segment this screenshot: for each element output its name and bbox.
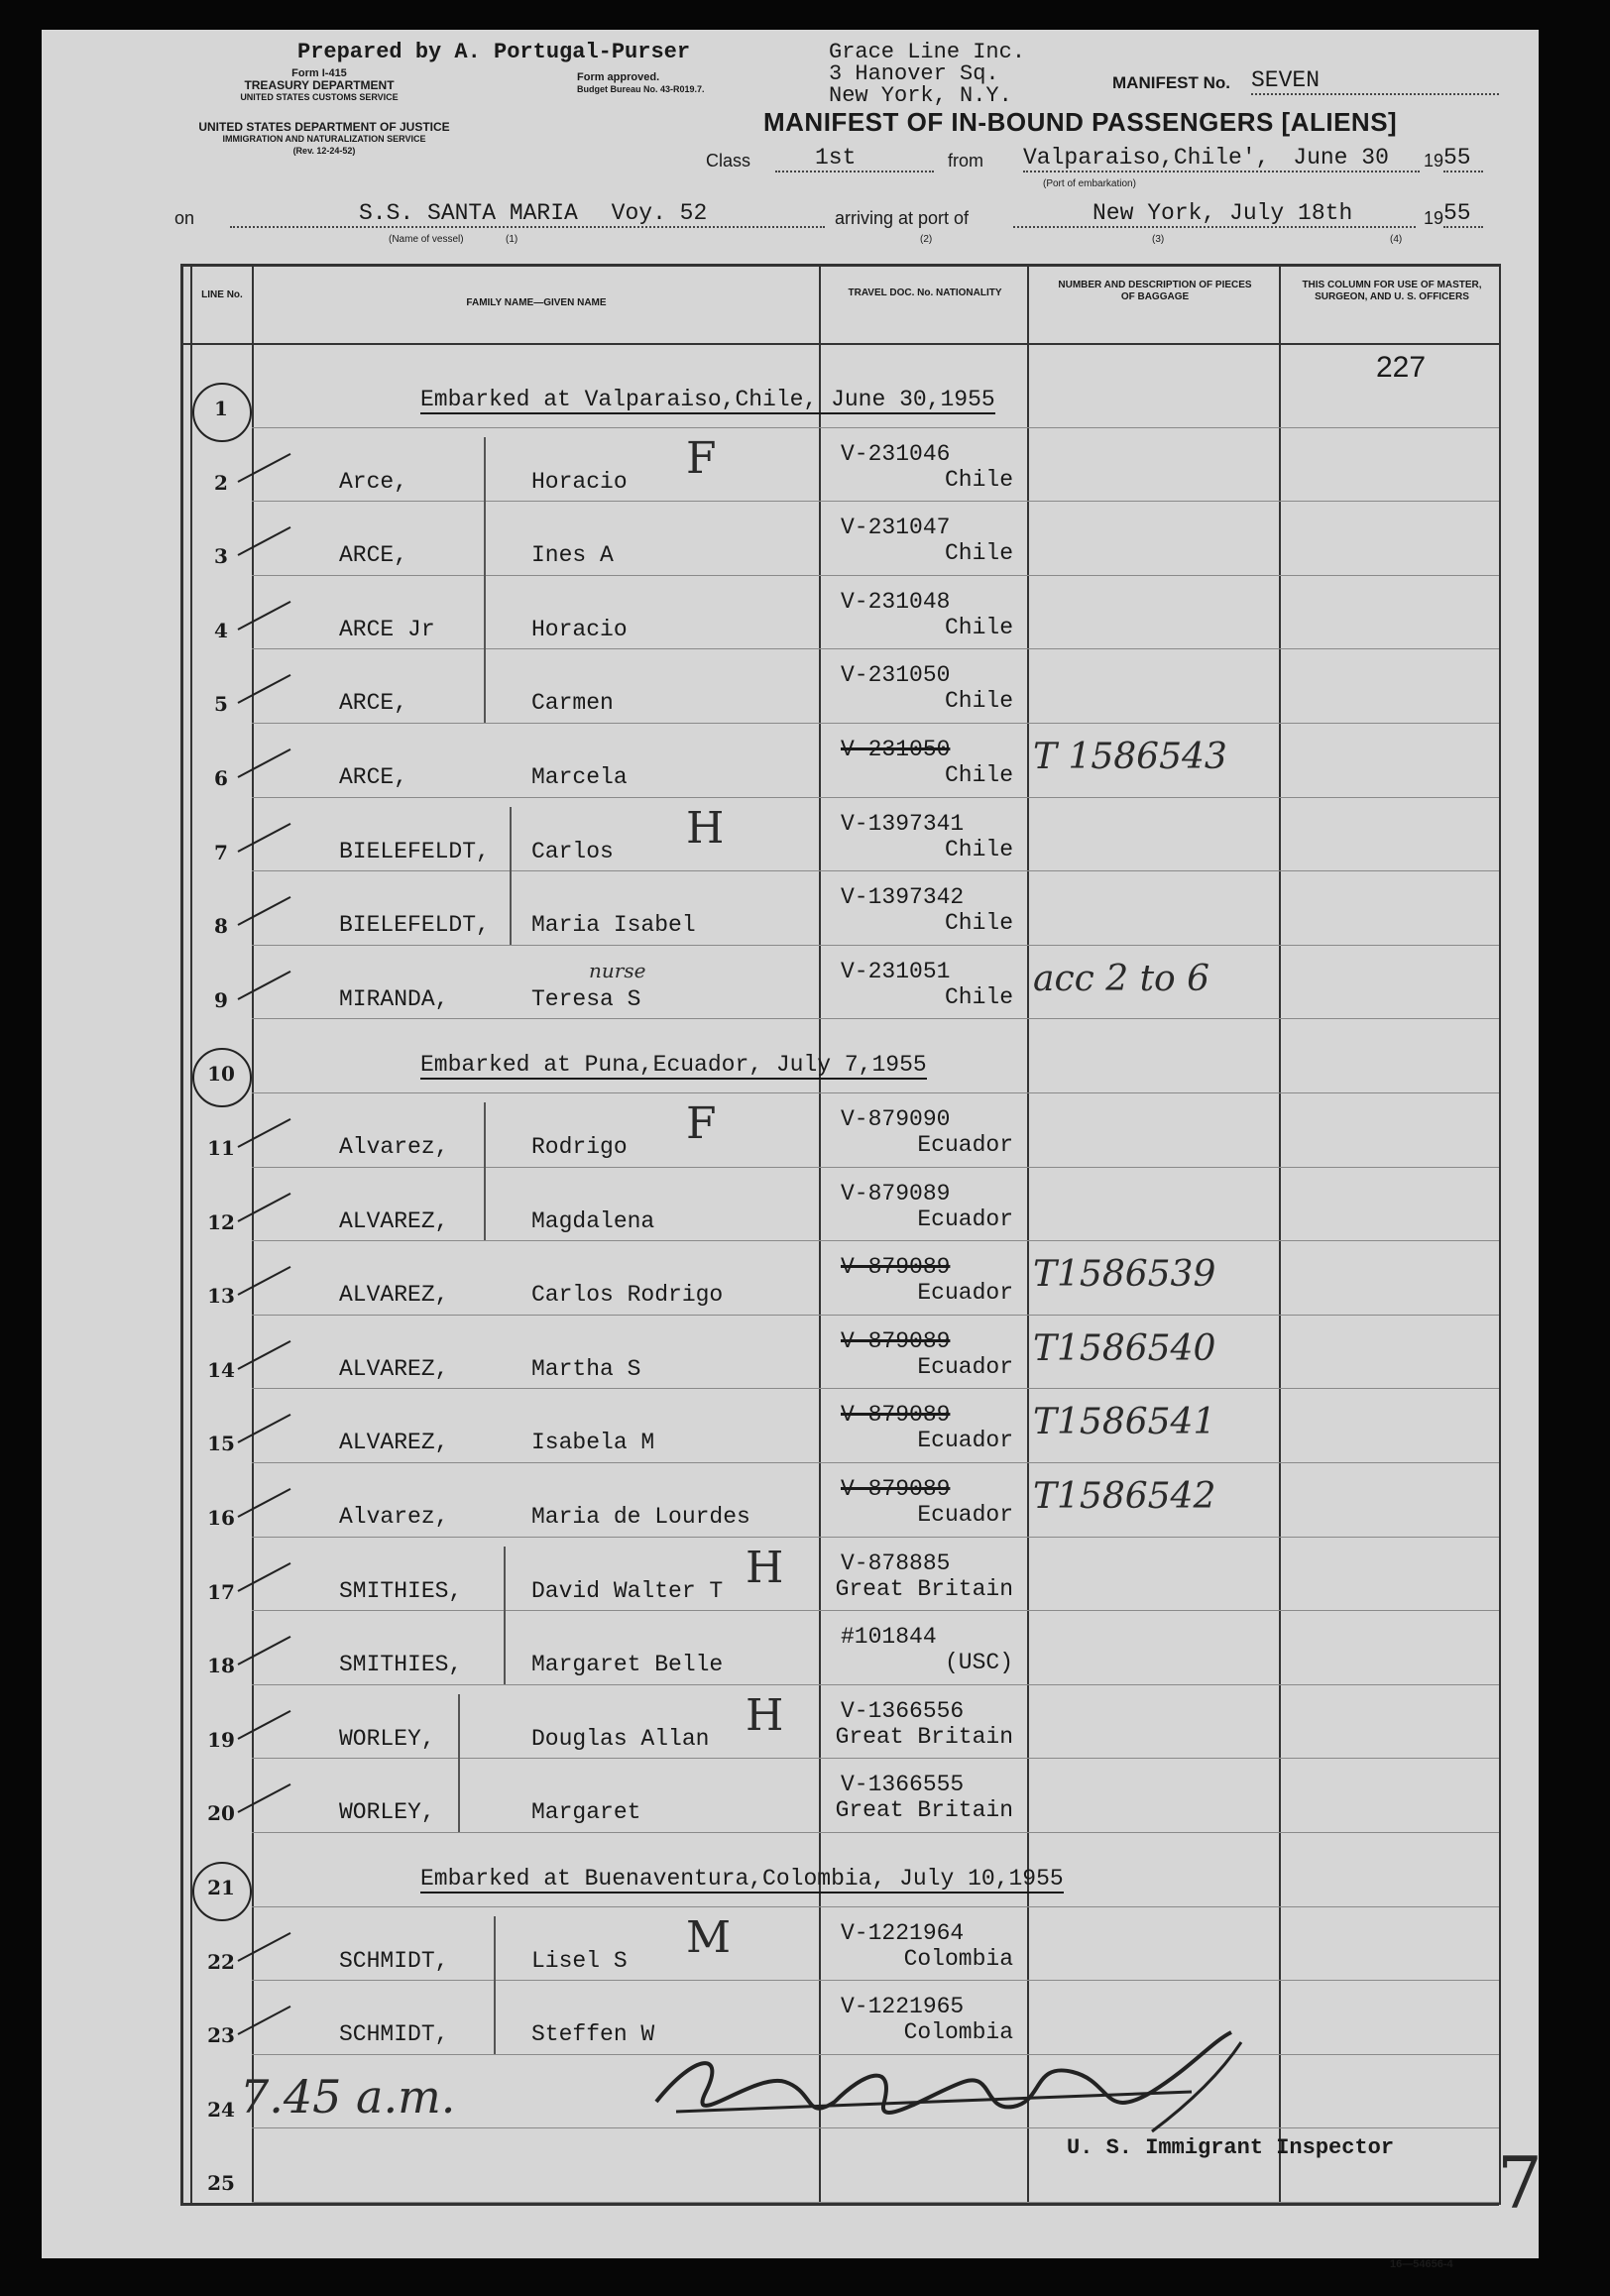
nationality: Chile [944,836,1013,862]
col-header-travel-doc: TRAVEL DOC. No. NATIONALITY [848,287,1002,298]
family-name: SMITHIES, [339,1577,463,1604]
travel-doc-number: V-879089 [841,1180,951,1206]
row-divider [252,797,1499,798]
line-number: 15 [207,1432,235,1456]
check-tick [238,1636,291,1665]
check-tick [238,1118,291,1148]
arrival-year-prefix: 19 [1424,208,1444,228]
row-divider [252,1315,1499,1316]
family-name: ALVAREZ, [339,1355,449,1382]
travel-doc-number: V-1221964 [841,1919,965,1946]
inspector-signature [636,2012,1251,2151]
row-divider [252,501,1499,502]
vessel-caption: (Name of vessel) [389,234,464,245]
family-name: ARCE, [339,764,408,790]
handwritten-mark: F [686,1098,717,1149]
travel-doc-number: V-1397342 [841,884,965,911]
row-divider [252,1167,1499,1168]
line-number: 2 [214,470,228,495]
line-number: 22 [207,1949,235,1974]
check-tick [238,1488,291,1518]
nationality: Colombia [903,2019,1013,2046]
table-left-border [180,264,183,2205]
form-title: MANIFEST OF IN-BOUND PASSENGERS [ALIENS] [763,107,1398,137]
family-name: ARCE Jr [339,616,435,642]
row-divider [252,1537,1499,1538]
given-name: Douglas Allan [531,1725,710,1752]
check-tick [238,1562,291,1592]
check-tick [238,748,291,778]
baggage-note: T1586540 [1033,1327,1216,1369]
given-name: Maria de Lourdes [531,1504,750,1530]
manifest-number-label: MANIFEST No. [1112,73,1230,92]
section-heading: Embarked at Valparaiso,Chile, June 30,1955 [420,387,995,412]
company-name: Grace Line Inc. [829,40,1026,64]
family-name: MIRANDA, [339,985,449,1012]
line-number: 6 [214,766,228,790]
line-number: 3 [214,544,228,569]
nationality: Chile [944,762,1013,788]
family-name: BIELEFELDT, [339,838,490,864]
family-name: ALVAREZ, [339,1430,449,1456]
line-number: 9 [214,987,228,1012]
given-name: Horacio [531,616,628,642]
nationality: Chile [944,983,1013,1010]
row-divider [252,1240,1499,1241]
row-divider [252,1092,1499,1093]
given-name: Carmen [531,690,614,717]
check-tick [238,823,291,853]
family-name: ALVAREZ, [339,1282,449,1309]
nationality: Ecuador [917,1205,1013,1232]
justice-dept: UNITED STATES DEPARTMENT OF JUSTICE [198,120,450,134]
given-name: Horacio [531,468,628,495]
row-divider [252,427,1499,428]
col-divider-baggage [1279,264,1281,2205]
nationality: Ecuador [917,1353,1013,1380]
family-name: SCHMIDT, [339,2021,449,2048]
col-number-3: (3) [1152,234,1165,245]
table-bottom-border [180,2203,1499,2206]
line-number: 20 [207,1801,235,1826]
row-divider [252,945,1499,946]
line-number: 12 [207,1209,235,1234]
given-name: Martha S [531,1355,641,1382]
check-tick [238,896,291,926]
line-circle [192,1862,252,1921]
handwritten-mark: H [746,1689,784,1741]
col-number-2: (2) [920,234,933,245]
check-tick [238,453,291,483]
form-number: Form I-415 [291,67,347,79]
company-street: 3 Hanover Sq. [829,61,999,86]
voyage-number: Voy. 52 [611,200,708,226]
family-name: BIELEFELDT, [339,912,490,939]
family-name: SCHMIDT, [339,1947,449,1974]
nationality: Ecuador [917,1280,1013,1307]
line-number: 7 [214,840,228,864]
given-name: Ines A [531,542,614,569]
travel-doc-number: V-231050 [841,737,951,762]
baggage-note: T1586539 [1033,1254,1216,1296]
table-right-border [1499,264,1501,2205]
given-name: Margaret [531,1799,641,1826]
col-number-4: (4) [1390,234,1403,245]
check-tick [238,674,291,704]
class-value: 1st [775,145,934,172]
given-name: Steffen W [531,2021,655,2048]
handwritten-note: nurse [589,958,646,982]
travel-doc-number: V-231050 [841,662,951,689]
form-approved: Form approved. [577,71,660,83]
family-bracket [484,437,486,723]
nationality: (USC) [944,1650,1013,1676]
table-top-border [180,264,1499,267]
handwritten-mark: M [686,1911,732,1963]
check-tick [238,1414,291,1443]
header-bottom-border [180,343,1499,345]
arrival-year: 55 [1443,200,1483,228]
arriving-label: arriving at port of [835,208,970,228]
family-bracket [510,807,512,945]
nationality: Ecuador [917,1132,1013,1158]
check-tick [238,1710,291,1740]
handwritten-mark: H [686,802,725,854]
travel-doc-number: #101844 [841,1624,937,1651]
check-tick [238,1340,291,1370]
given-name: Maria Isabel [531,912,696,939]
port-caption: (Port of embarkation) [1043,178,1136,189]
check-tick [238,1266,291,1296]
row-divider [252,1832,1499,1833]
given-name: David Walter T [531,1577,724,1604]
family-name: WORLEY, [339,1799,435,1826]
family-bracket [484,1102,486,1240]
company-city: New York, N.Y. [829,83,1012,108]
handwritten-mark: H [746,1542,784,1593]
line-number: 5 [214,692,228,717]
row-divider [252,1980,1499,1981]
line-number: 18 [207,1654,235,1678]
handwritten-time: 7.45 a.m. [240,2069,456,2124]
given-name: Rodrigo [531,1134,628,1160]
manifest-number-value: SEVEN [1251,67,1499,95]
customs-service: UNITED STATES CUSTOMS SERVICE [240,92,399,102]
row-divider [252,1018,1499,1019]
given-name: Isabela M [531,1430,655,1456]
vessel-value: S.S. SANTA MARIA [359,200,578,226]
row-divider [252,2202,1499,2203]
family-bracket [494,1916,496,2054]
line-number: 11 [207,1136,235,1160]
check-tick [238,971,291,1000]
nationality: Ecuador [917,1428,1013,1454]
treasury-dept: TREASURY DEPARTMENT [244,78,395,92]
check-tick [238,601,291,631]
row-divider [252,1758,1499,1759]
baggage-note: T1586541 [1033,1402,1216,1443]
col-header-name: FAMILY NAME—GIVEN NAME [466,297,607,308]
budget-bureau: Budget Bureau No. 43-R019.7. [577,84,705,94]
check-tick [238,1932,291,1962]
travel-doc-number: V-879090 [841,1106,951,1132]
col-header-line-no: LINE No. [201,289,243,300]
line-number: 23 [207,2023,235,2048]
check-tick [238,2006,291,2035]
line-circle [192,383,252,442]
travel-doc-number: V-879089 [841,1476,951,1502]
year-prefix: 19 [1424,151,1444,171]
from-port [1023,145,1420,172]
family-bracket [458,1694,460,1832]
line-number: 19 [207,1727,235,1752]
form-approval [577,71,736,95]
section-heading: Embarked at Puna,Ecuador, July 7,1955 [420,1052,927,1079]
nationality: Chile [944,466,1013,493]
line-number: 21 [207,1876,235,1899]
col-divider-line [252,264,254,2205]
line-number: 17 [207,1579,235,1604]
travel-doc-number: V-1366555 [841,1772,965,1798]
travel-doc-number: V-879089 [841,1327,951,1354]
vessel-name [230,200,825,228]
manifest-sheet [42,30,1543,2270]
footer-code: 16—54656-4 [1390,2258,1453,2270]
line-number: 8 [214,914,228,939]
line-number: 14 [207,1357,235,1382]
nationality: Great Britain [835,1797,1013,1824]
travel-doc-number: V-879089 [841,1402,951,1429]
handwritten-mark: F [686,432,717,484]
line-circle [192,1048,252,1107]
row-divider [252,1906,1499,1907]
from-label: from [948,151,983,171]
col-header-officers: THIS COLUMN FOR USE OF MASTER, SURGEON, AND U. S. OFFICERS [1302,280,1482,302]
prepared-by: Prepared by A. Portugal-Purser [297,40,691,64]
baggage-note: T1586542 [1033,1476,1216,1517]
baggage-note: acc 2 to 6 [1033,958,1210,999]
arrival-port: New York, July 18th [1013,200,1416,228]
travel-doc-number: V-1397341 [841,810,965,837]
on-label: on [174,208,195,228]
nationality: Chile [944,910,1013,937]
given-name: Carlos Rodrigo [531,1282,724,1309]
nationality: Chile [944,688,1013,715]
baggage-note: T 1586543 [1033,737,1227,777]
row-divider [252,648,1499,649]
port-of-embarkation: Valparaiso,Chile', [1023,145,1270,171]
travel-doc-number: V-1366556 [841,1697,965,1724]
travel-doc-number: V-231046 [841,440,951,467]
family-name: Arce, [339,468,408,495]
family-name: ALVAREZ, [339,1207,449,1234]
nationality: Ecuador [917,1502,1013,1528]
col-header-baggage: NUMBER AND DESCRIPTION OF PIECES OF BAGGAGE [1058,280,1252,302]
col-divider-doc [1027,264,1029,2205]
row-divider [252,1610,1499,1611]
given-name: Lisel S [531,1947,628,1974]
line-number: 10 [207,1062,235,1087]
row-divider [252,723,1499,724]
given-name: Teresa S [531,985,641,1012]
page-number: 7 [1497,2141,1543,2225]
row-divider [252,575,1499,576]
nationality: Great Britain [835,1723,1013,1750]
revision: (Rev. 12-24-52) [292,146,356,156]
row-divider [252,1462,1499,1463]
given-name: Margaret Belle [531,1652,724,1678]
nationality: Great Britain [835,1575,1013,1602]
line-number: 24 [207,2097,235,2122]
travel-doc-number: V-878885 [841,1550,951,1576]
embarkation-date: June 30 [1293,145,1389,171]
check-tick [238,1193,291,1222]
given-name: Carlos [531,838,614,864]
row-divider [252,1388,1499,1389]
family-name: ARCE, [339,690,408,717]
family-name: WORLEY, [339,1725,435,1752]
given-name: Magdalena [531,1207,655,1234]
ins-service: IMMIGRATION AND NATURALIZATION SERVICE [222,134,426,144]
given-name: Marcela [531,764,628,790]
family-name: ARCE, [339,542,408,569]
line-number: 16 [207,1506,235,1530]
nationality: Chile [944,540,1013,567]
check-tick [238,1783,291,1813]
embarkation-year: 55 [1443,145,1483,172]
section-heading: Embarked at Buenaventura,Colombia, July 10,1955 [420,1866,1064,1892]
travel-doc-number: V-231051 [841,958,951,984]
inspector-title: U. S. Immigrant Inspector [1067,2135,1395,2160]
class-label: Class [706,151,751,171]
family-name: Alvarez, [339,1504,449,1530]
form-block-justice [161,121,488,157]
family-name: SMITHIES, [339,1652,463,1678]
check-tick [238,526,291,556]
nationality: Colombia [903,1945,1013,1972]
family-bracket [504,1547,506,1684]
travel-doc-number: V-231047 [841,515,951,541]
line-number: 1 [214,397,228,420]
row-divider [252,1684,1499,1685]
nationality: Chile [944,614,1013,640]
company-address [829,42,1025,107]
line-number: 25 [207,2171,235,2196]
travel-doc-number: V-879089 [841,1254,951,1281]
line-number: 13 [207,1284,235,1309]
col-number-1: (1) [506,234,518,245]
officers-note: 227 [1376,351,1427,384]
travel-doc-number: V-231048 [841,588,951,615]
travel-doc-number: V-1221965 [841,1994,965,2020]
family-name: Alvarez, [339,1134,449,1160]
row-divider [252,870,1499,871]
line-number: 4 [214,618,228,642]
form-block-left [190,67,448,103]
